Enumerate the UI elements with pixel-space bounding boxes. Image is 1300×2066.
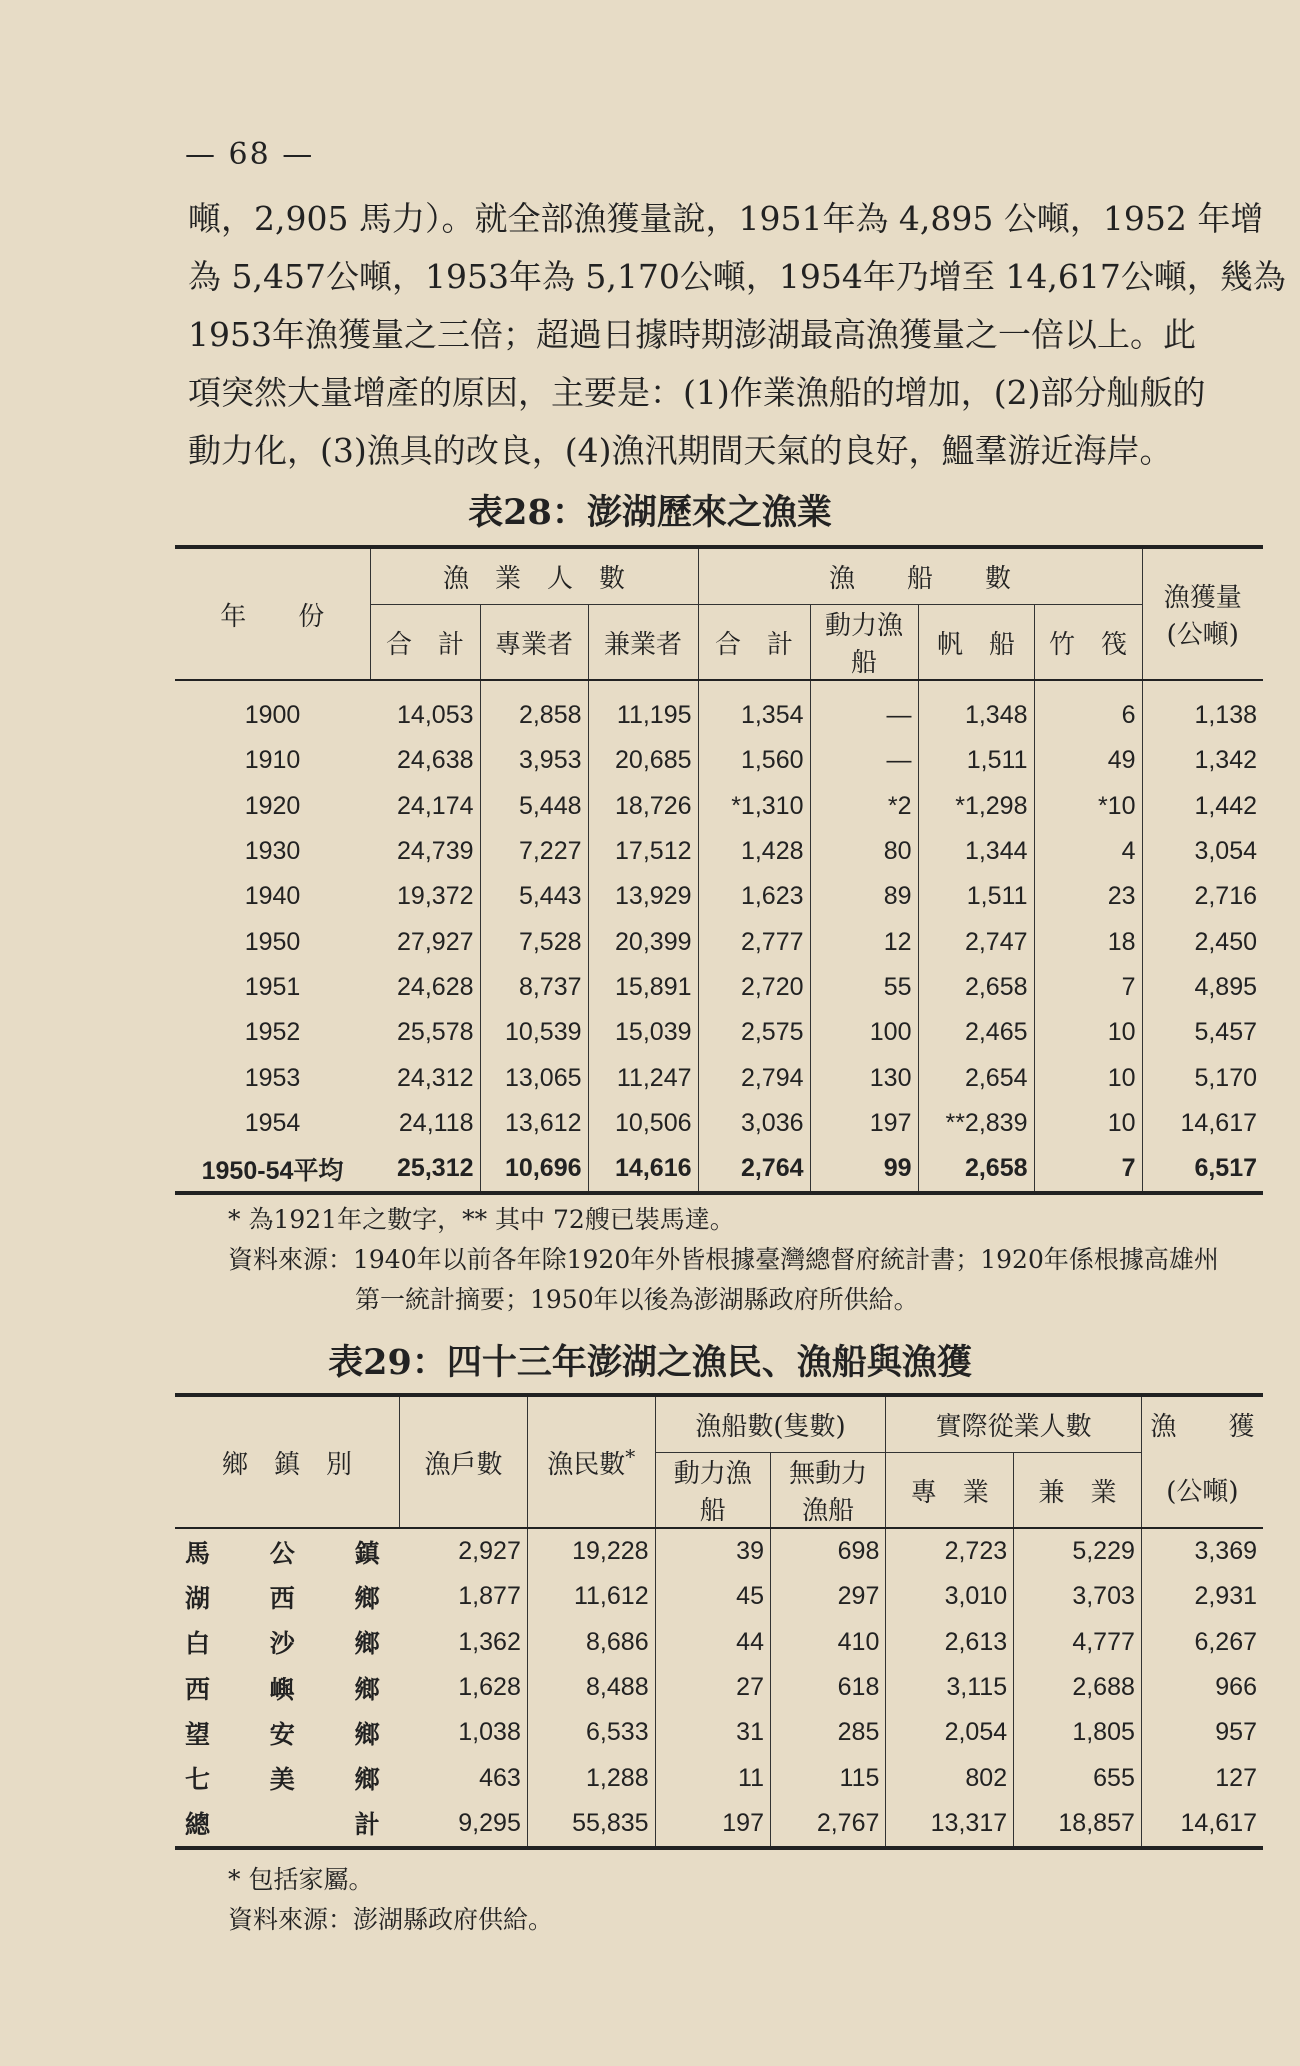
table-cell: 3,054 [1194, 837, 1257, 866]
table-cell: 2,054 [886, 1710, 1014, 1755]
table-cell: 2,747 [918, 919, 1034, 964]
table29 [175, 1393, 1263, 1850]
table-cell: 130 [810, 1055, 918, 1100]
table-row [175, 829, 1263, 874]
table-cell: 11 [655, 1755, 770, 1800]
table-cell: 45 [655, 1574, 770, 1619]
header-catch: 漁 獲 [1150, 1412, 1255, 1443]
table-cell: 2,658 [918, 1146, 1034, 1193]
table-cell: 80 [810, 829, 918, 874]
table-row [175, 1010, 1263, 1055]
header-boat-count: 漁船數(隻數) [655, 1395, 886, 1453]
table-cell: 24,174 [370, 784, 480, 829]
table-cell: 655 [1014, 1755, 1142, 1800]
table-row [175, 1574, 1263, 1619]
table-row [175, 1665, 1263, 1710]
table-row [175, 1101, 1263, 1146]
table-cell: 1,362 [400, 1620, 528, 1665]
table-row [175, 784, 1263, 829]
table-cell: 698 [770, 1528, 885, 1574]
table-cell: 3,010 [886, 1574, 1014, 1619]
table-cell: 白沙鄉 [185, 1629, 380, 1659]
table-cell: 1,428 [698, 829, 810, 874]
table-cell: 24,638 [370, 738, 480, 783]
table-cell: 297 [770, 1574, 885, 1619]
table-cell: 802 [886, 1755, 1014, 1800]
table-row [175, 738, 1263, 783]
table-cell: 10 [1034, 1055, 1142, 1100]
table-cell: 11,195 [588, 680, 698, 738]
table-cell: 6,267 [1194, 1627, 1257, 1656]
table-cell: 5,229 [1014, 1528, 1142, 1574]
table-cell: 19,372 [370, 874, 480, 919]
body-paragraph [188, 190, 1286, 480]
table-cell: 2,931 [1194, 1582, 1257, 1611]
table-cell: 10,696 [480, 1146, 588, 1193]
table-cell: *1,310 [698, 784, 810, 829]
table-cell: 49 [1034, 738, 1142, 783]
table-cell: 2,764 [698, 1146, 810, 1193]
header-region: 鄉 鎮 別 [175, 1395, 400, 1528]
table-cell: 115 [770, 1755, 885, 1800]
table-row [175, 680, 1263, 738]
header-fishermen: 漁民數* [527, 1395, 655, 1528]
table-cell: 1920 [244, 791, 301, 820]
table-cell: 10,539 [480, 1010, 588, 1055]
table-cell: 18 [1034, 919, 1142, 964]
footnote-mark: * [625, 1443, 636, 1468]
table-cell: 1910 [244, 746, 301, 775]
table-cell: 西嶼鄉 [185, 1674, 380, 1704]
table-cell: 15,891 [588, 965, 698, 1010]
table-cell: 127 [1215, 1763, 1257, 1792]
table-cell: 17,512 [588, 829, 698, 874]
table-cell: 4,777 [1014, 1620, 1142, 1665]
table-cell: 618 [770, 1665, 885, 1710]
table-cell: 5,448 [480, 784, 588, 829]
table-cell: 3,036 [698, 1101, 810, 1146]
table-cell: 20,399 [588, 919, 698, 964]
table-cell: 2,716 [1194, 882, 1257, 911]
table-cell: 31 [655, 1710, 770, 1755]
table-row [175, 874, 1263, 919]
header-part-time: 兼 業 [1014, 1453, 1142, 1529]
table-cell: 13,612 [480, 1101, 588, 1146]
table-cell: 1,348 [918, 680, 1034, 738]
table-cell: 25,312 [370, 1146, 480, 1193]
table-cell: 5,457 [1194, 1018, 1257, 1047]
table28-caption: 表28：澎湖歷來之漁業 [468, 492, 832, 533]
table-cell: 14,053 [370, 680, 480, 738]
table-cell: 410 [770, 1620, 885, 1665]
table-cell: 馬公鎮 [185, 1538, 380, 1568]
table-cell: 湖西鄉 [185, 1583, 380, 1613]
table-row [175, 919, 1263, 964]
table-cell: 20,685 [588, 738, 698, 783]
table-cell: 7 [1034, 1146, 1142, 1193]
table-cell: 1,342 [1194, 746, 1257, 775]
table-cell: 1954 [244, 1108, 301, 1137]
table28-note: * 為1921年之數字，** 其中 72艘已裝馬達。 [228, 1205, 735, 1234]
header-powered-boats: 動力漁船 [655, 1453, 770, 1529]
table-cell: 7,528 [480, 919, 588, 964]
table-cell: 100 [810, 1010, 918, 1055]
table-cell: 55,835 [527, 1801, 655, 1848]
header-sailboats: 帆 船 [918, 605, 1034, 681]
table-cell: 1952 [244, 1018, 301, 1047]
table-cell: 4,895 [1194, 972, 1257, 1001]
table-row [175, 1620, 1263, 1665]
table-cell: 1930 [244, 837, 301, 866]
table-cell: 10,506 [588, 1101, 698, 1146]
header-unpowered-boats: 無動力漁船 [770, 1453, 885, 1529]
table-cell: 966 [1215, 1673, 1257, 1702]
table-cell: 1950 [244, 927, 301, 956]
table-cell: 1,511 [918, 874, 1034, 919]
table-cell: 24,628 [370, 965, 480, 1010]
table-cell: 2,688 [1014, 1665, 1142, 1710]
table-cell: 七美鄉 [185, 1765, 380, 1795]
table-cell: 望安鄉 [185, 1719, 380, 1749]
table-cell: 2,777 [698, 919, 810, 964]
table-cell: *2 [810, 784, 918, 829]
table-cell: 10 [1034, 1010, 1142, 1055]
table-cell: 1,628 [400, 1665, 528, 1710]
header-catch: 漁獲量(公噸) [1142, 547, 1263, 680]
table-row [175, 1146, 1263, 1193]
table-cell: 55 [810, 965, 918, 1010]
table-cell: 6 [1034, 680, 1142, 738]
table-cell: 1,138 [1194, 701, 1257, 730]
header-full-time: 專 業 [886, 1453, 1014, 1529]
table-cell: 197 [655, 1801, 770, 1848]
table-cell: 24,312 [370, 1055, 480, 1100]
table-cell: 18,726 [588, 784, 698, 829]
paragraph-line: 1953年漁獲量之三倍；超過日據時期澎湖最高漁獲量之一倍以上。此 [188, 315, 1196, 354]
table-cell: 2,927 [400, 1528, 528, 1574]
table-cell: 957 [1215, 1718, 1257, 1747]
table-cell: 11,612 [527, 1574, 655, 1619]
table-cell: 463 [400, 1755, 528, 1800]
table28 [175, 545, 1263, 1195]
table-cell: 4 [1034, 829, 1142, 874]
paragraph-line: 動力化，(3)漁具的改良，(4)漁汛期間天氣的良好，鰮羣游近海岸。 [188, 431, 1173, 470]
header-full-time: 專業者 [480, 605, 588, 681]
table-cell: 14,617 [1180, 1108, 1257, 1137]
header-catch-unit: (公噸) [1141, 1453, 1263, 1529]
table-cell: 1953 [244, 1063, 301, 1092]
table-cell: 27,927 [370, 919, 480, 964]
table-cell: 15,039 [588, 1010, 698, 1055]
table-cell: 6,533 [527, 1710, 655, 1755]
table-cell: 9,295 [400, 1801, 528, 1848]
header-fishing-boats: 漁 船 數 [698, 547, 1142, 605]
header-bamboo-rafts: 竹 筏 [1034, 605, 1142, 681]
table-cell: 1,511 [918, 738, 1034, 783]
table-cell: 2,575 [698, 1010, 810, 1055]
table29-note: * 包括家屬。 [228, 1865, 374, 1894]
table-cell: 2,450 [1194, 927, 1257, 956]
header-households: 漁戶數 [400, 1395, 528, 1528]
page-number: — 68 — [185, 137, 315, 172]
table28-source-cont: 第一統計摘要；1950年以後為澎湖縣政府所供給。 [355, 1285, 919, 1314]
table-cell: 2,654 [918, 1055, 1034, 1100]
table-cell: 2,465 [918, 1010, 1034, 1055]
table-cell: 3,115 [886, 1665, 1014, 1710]
table-cell: 285 [770, 1710, 885, 1755]
table-cell: 1,038 [400, 1710, 528, 1755]
header-total: 合 計 [370, 605, 480, 681]
table-cell: — [810, 680, 918, 738]
table-cell: 13,065 [480, 1055, 588, 1100]
table-cell: 3,369 [1194, 1537, 1257, 1566]
table-cell: 5,443 [480, 874, 588, 919]
table-cell: 1940 [244, 882, 301, 911]
table-cell: 10 [1034, 1101, 1142, 1146]
table-cell: 24,118 [370, 1101, 480, 1146]
table-row [175, 1710, 1263, 1755]
table-row [175, 1755, 1263, 1800]
table-cell: 1951 [244, 972, 301, 1001]
header-fishery-people: 漁 業 人 數 [370, 547, 698, 605]
table-cell: 1,344 [918, 829, 1034, 874]
table-cell: *1,298 [918, 784, 1034, 829]
table-cell: 39 [655, 1528, 770, 1574]
paragraph-line: 噸，2,905 馬力）。就全部漁獲量說，1951年為 4,895 公噸，1952 年增 [188, 199, 1264, 238]
table-cell: 1,354 [698, 680, 810, 738]
table-cell: 7 [1034, 965, 1142, 1010]
header-workers: 實際從業人數 [886, 1395, 1142, 1453]
table-cell: 2,658 [918, 965, 1034, 1010]
table-cell: 2,794 [698, 1055, 810, 1100]
table-cell: 27 [655, 1665, 770, 1710]
table-cell: 19,228 [527, 1528, 655, 1574]
table-row [175, 965, 1263, 1010]
table-cell: 2,858 [480, 680, 588, 738]
table-cell: 2,613 [886, 1620, 1014, 1665]
table-cell: 13,929 [588, 874, 698, 919]
table-cell: 1,442 [1194, 791, 1257, 820]
table-cell: 3,953 [480, 738, 588, 783]
table-cell: 1,288 [527, 1755, 655, 1800]
table-cell: 1,805 [1014, 1710, 1142, 1755]
table-cell: 44 [655, 1620, 770, 1665]
table-cell: 1,623 [698, 874, 810, 919]
table-cell: 25,578 [370, 1010, 480, 1055]
header-powered-boats: 動力漁船 [810, 605, 918, 681]
table-cell: 8,737 [480, 965, 588, 1010]
table-cell: 23 [1034, 874, 1142, 919]
table-cell: 89 [810, 874, 918, 919]
table-cell: 14,617 [1180, 1808, 1257, 1837]
table-cell: 2,720 [698, 965, 810, 1010]
table-cell: 24,739 [370, 829, 480, 874]
table-cell: 14,616 [588, 1146, 698, 1193]
table-cell: 12 [810, 919, 918, 964]
table-cell: 13,317 [886, 1801, 1014, 1848]
table-row [175, 1801, 1263, 1848]
table-cell: 2,723 [886, 1528, 1014, 1574]
header-year: 年 份 [175, 547, 370, 680]
paragraph-line: 項突然大量增產的原因，主要是：(1)作業漁船的增加，(2)部分舢舨的 [188, 373, 1206, 412]
header-boats-total: 合 計 [698, 605, 810, 681]
table-cell: 5,170 [1194, 1063, 1257, 1092]
table-cell: 1,877 [400, 1574, 528, 1619]
table-cell: 11,247 [588, 1055, 698, 1100]
table-cell: 7,227 [480, 829, 588, 874]
table-cell: 6,517 [1194, 1154, 1257, 1183]
table-row [175, 1055, 1263, 1100]
table-cell: — [810, 738, 918, 783]
header-part-time: 兼業者 [588, 605, 698, 681]
table-row [175, 1528, 1263, 1574]
table29-source: 資料來源：澎湖縣政府供給。 [228, 1905, 554, 1934]
table-cell: 8,488 [527, 1665, 655, 1710]
table-cell: 總計 [185, 1810, 380, 1840]
table-cell: 2,767 [770, 1801, 885, 1848]
paragraph-line: 為 5,457公噸，1953年為 5,170公噸，1954年乃增至 14,617公噸，幾為 [188, 257, 1286, 296]
table-cell: 1,560 [698, 738, 810, 783]
table29-caption: 表29：四十三年澎湖之漁民、漁船與漁獲 [328, 1342, 972, 1383]
table-cell: 197 [810, 1101, 918, 1146]
table-cell: 3,703 [1014, 1574, 1142, 1619]
table-cell: **2,839 [918, 1101, 1034, 1146]
table-cell: *10 [1034, 784, 1142, 829]
table28-source: 資料來源：1940年以前各年除1920年外皆根據臺灣總督府統計書；1920年係根據高雄州 [228, 1245, 1219, 1274]
table-cell: 8,686 [527, 1620, 655, 1665]
table-cell: 18,857 [1014, 1801, 1142, 1848]
table-cell: 1950-54平均 [201, 1156, 344, 1185]
table-cell: 1900 [244, 701, 301, 730]
table-cell: 99 [810, 1146, 918, 1193]
